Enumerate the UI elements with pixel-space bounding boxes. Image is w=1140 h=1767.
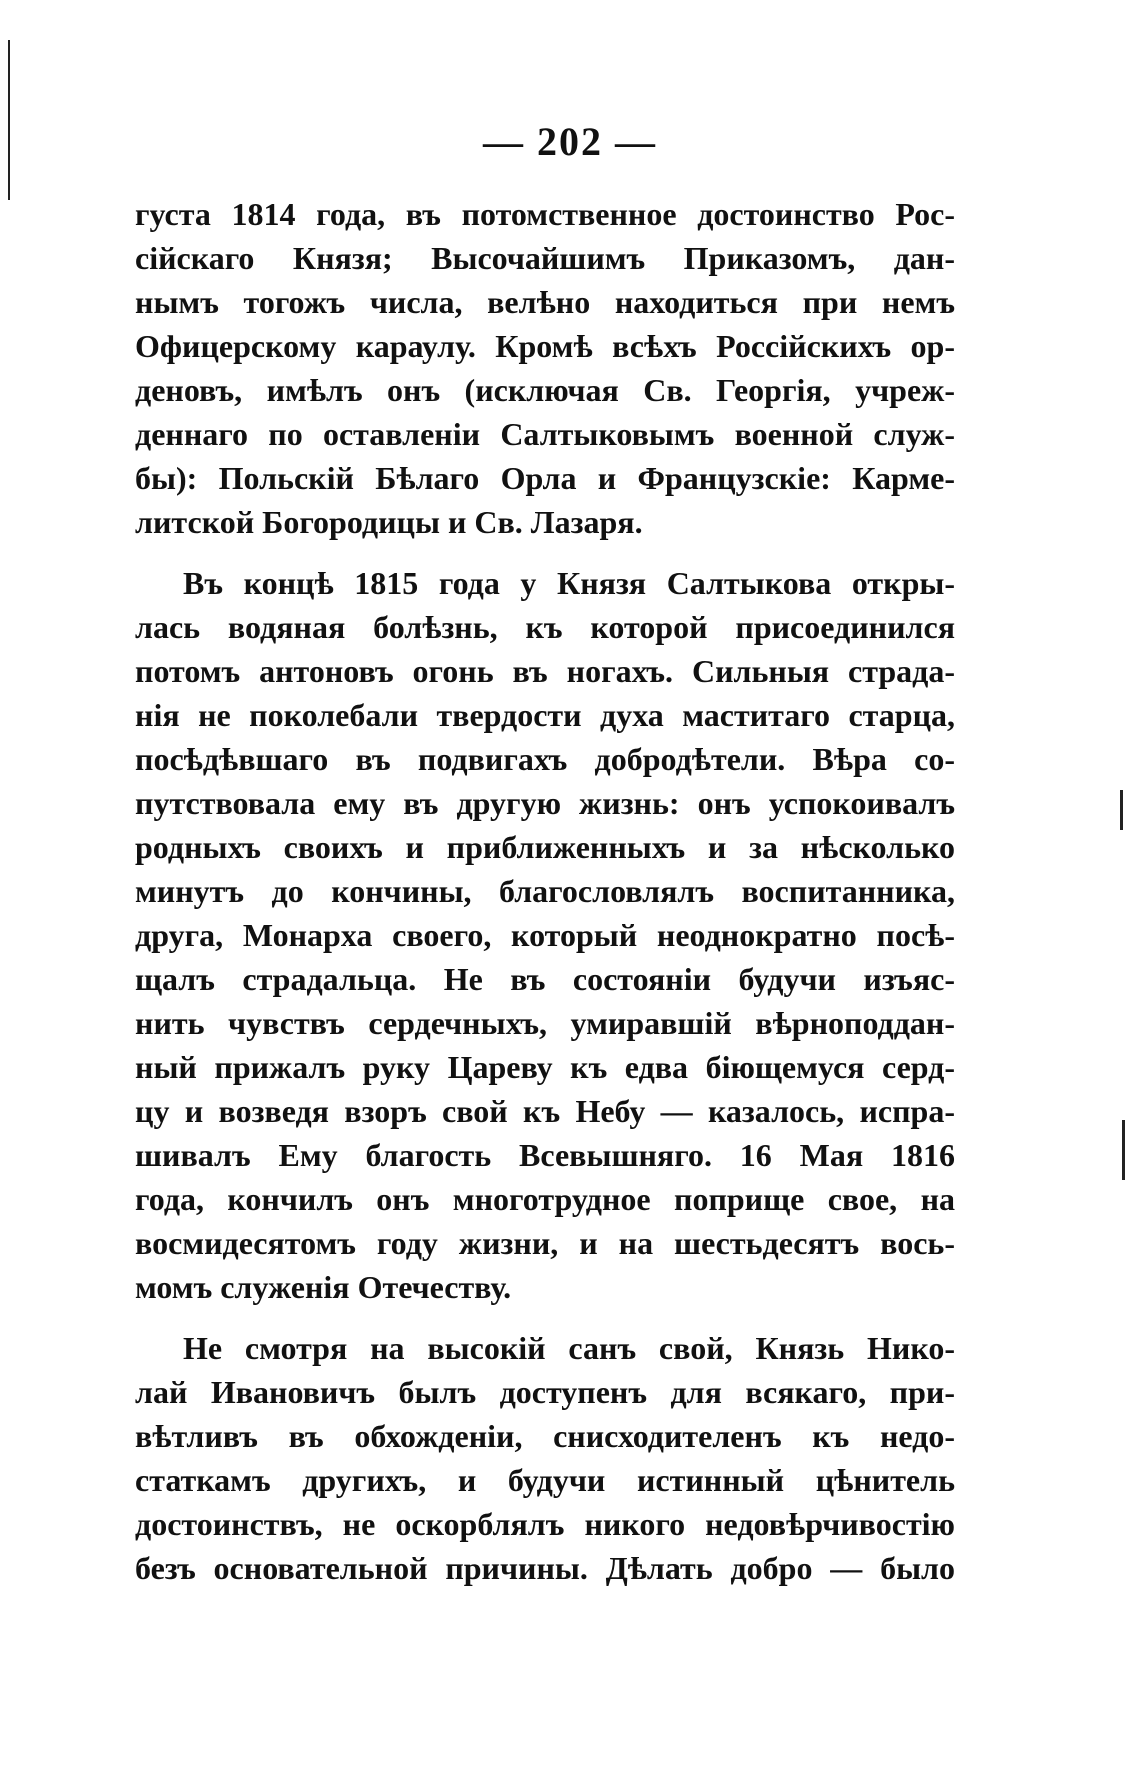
text-line: Въ концѣ 1815 года у Князя Салтыкова откры- — [183, 565, 955, 601]
text-line: родныхъ своихъ и приближенныхъ и за нѣсколько — [135, 829, 955, 865]
text-line: посѣдѣвшаго въ подвигахъ добродѣтели. Вѣра со- — [135, 741, 955, 777]
paragraph-gap — [135, 544, 955, 561]
text-line: года, кончилъ онъ многотрудное поприще свое, на — [135, 1181, 955, 1217]
right-margin-mark — [1120, 790, 1123, 830]
right-margin-mark-2 — [1122, 1120, 1125, 1180]
text-line: потомъ антоновъ огонь въ ногахъ. Сильныя страда- — [135, 653, 955, 689]
text-line: деннаго по оставленіи Салтыковымъ военной служ- — [135, 416, 955, 452]
text-line: литской Богородицы и Св. Лазаря. — [135, 504, 643, 540]
text-line: друга, Монарха своего, который неоднократно посѣ- — [135, 917, 955, 953]
text-line: шивалъ Ему благость Всевышняго. 16 Мая 1816 — [135, 1137, 955, 1173]
text-line: статкамъ другихъ, и будучи истинный цѣнитель — [135, 1462, 955, 1498]
text-line: момъ служенія Отечеству. — [135, 1269, 512, 1305]
paragraph-gap — [135, 1309, 955, 1326]
text-line: щалъ страдальца. Не въ состояніи будучи изъяс- — [135, 961, 955, 997]
text-line: путствовала ему въ другую жизнь: онъ успокоивалъ — [135, 785, 955, 821]
text-line: Офицерскому караулу. Кромѣ всѣхъ Россійскихъ ор- — [135, 328, 955, 364]
text-line: нымъ тогожъ числа, велѣно находиться при немъ — [135, 284, 955, 320]
text-line: бы): Польскій Бѣлаго Орла и Французскіе: Карме- — [135, 460, 955, 496]
text-line: деновъ, имѣлъ онъ (исключая Св. Георгія, учреж- — [135, 372, 955, 408]
text-line: вѣтливъ въ обхожденіи, снисходителенъ къ недо- — [135, 1418, 955, 1454]
text-line: лай Ивановичъ былъ доступенъ для всякаго, при- — [135, 1374, 955, 1410]
paragraph — [135, 1326, 955, 1590]
text-line: лась водяная болѣзнь, къ которой присоединился — [135, 609, 955, 645]
paragraph — [135, 561, 955, 1309]
text-line: достоинствъ, не оскорблялъ никого недовѣрчивостію — [135, 1506, 955, 1542]
paragraph — [135, 192, 955, 544]
text-line: ный прижалъ руку Цареву къ едва біющемуся серд- — [135, 1049, 955, 1085]
text-line: цу и возведя взоръ свой къ Небу — казалось, испра- — [135, 1093, 955, 1129]
text-line: минутъ до кончины, благословлялъ воспитанника, — [135, 873, 955, 909]
page-number: — 202 — — [483, 119, 657, 164]
text-line: густа 1814 года, въ потомственное достоинство Рос- — [135, 196, 955, 232]
text-line: сійскаго Князя; Высочайшимъ Приказомъ, дан- — [135, 240, 955, 276]
text-line: восмидесятомъ году жизни, и на шестьдесятъ вось- — [135, 1225, 955, 1261]
text-line: нить чувствъ сердечныхъ, умиравшій вѣрноподдан- — [135, 1005, 955, 1041]
text-line: нія не поколебали твердости духа маститаго старца, — [135, 697, 955, 733]
text-line: Не смотря на высокій санъ свой, Князь Нико- — [183, 1330, 955, 1366]
text-line: безъ основательной причины. Дѣлать добро — было — [135, 1550, 955, 1586]
body-text — [135, 192, 955, 1590]
